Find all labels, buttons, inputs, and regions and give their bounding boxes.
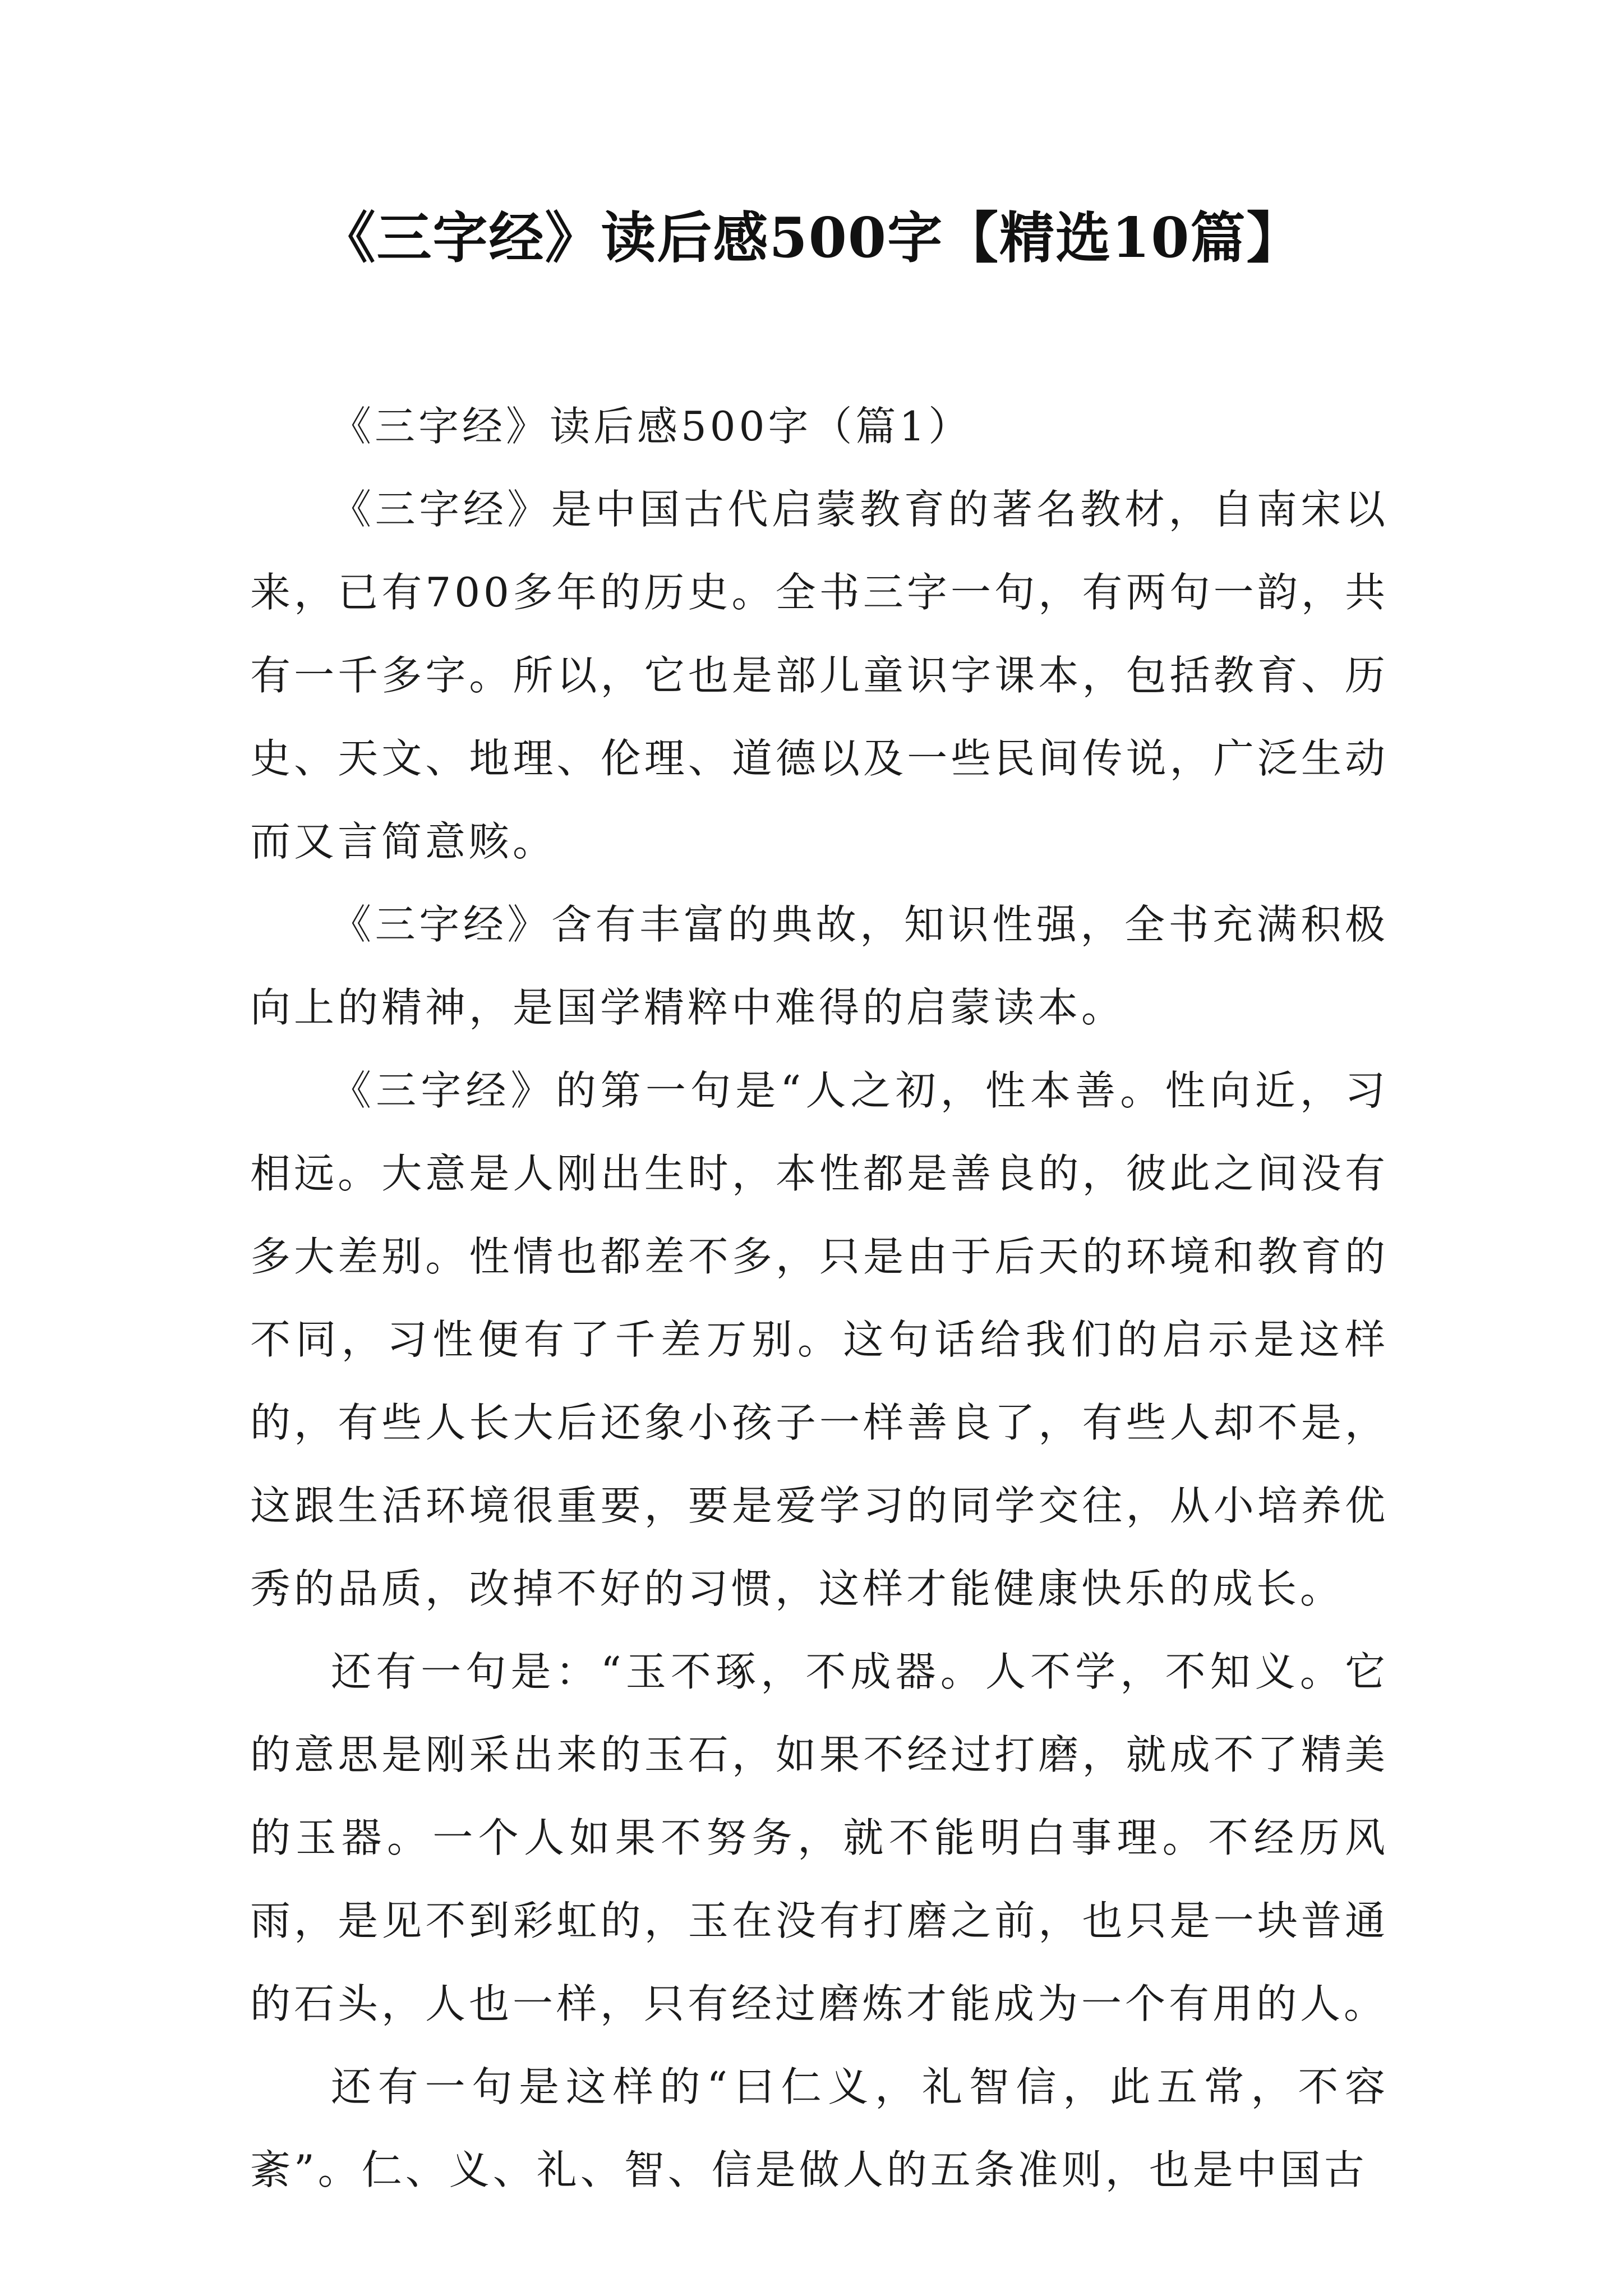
paragraph: 还有一句是这样的“曰仁义，礼智信，此五常，不容紊”。仁、义、礼、智、信是做人的五条准则，也是中国古 xyxy=(250,2063,1389,2193)
paragraph: 《三字经》含有丰富的典故，知识性强，全书充满积极向上的精神，是国学精粹中难得的启蒙读本。 xyxy=(250,901,1389,1031)
paragraph: 还有一句是：“玉不琢，不成器。人不学，不知义。它的意思是刚采出来的玉石，如果不经过打磨，就成不了精美的玉器。一个人如果不努务，就不能明白事理。不经历风雨，是见不到彩虹的，玉在没有打磨之前，也只是一块普通的石头，人也一样，只有经过磨炼才能成为一个有用的人。 xyxy=(250,1648,1389,2027)
section-heading: 《三字经》读后感500字（篇1） xyxy=(331,403,972,450)
paragraph: 《三字经》是中国古代启蒙教育的著名教材，自南宋以来，已有700多年的历史。全书三字一句，有两句一韵，共有一千多字。所以，它也是部儿童识字课本，包括教育、历史、天文、地理、伦理、道德以及一些民间传说，广泛生动而又言简意赅。 xyxy=(250,486,1389,865)
document-title: 《三字经》读后感500字【精选10篇】 xyxy=(320,206,1303,270)
document-body xyxy=(250,385,1389,2211)
paragraph: 《三字经》的第一句是“人之初，性本善。性向近，习相远。大意是人刚出生时，本性都是善良的，彼此之间没有多大差别。性情也都差不多，只是由于后天的环境和教育的不同，习性便有了千差万别。这句话给我们的启示是这样的，有些人长大后还象小孩子一样善良了，有些人却不是，这跟生活环境很重要，要是爱学习的同学交往，从小培养优秀的品质，改掉不好的习惯，这样才能健康快乐的成长。 xyxy=(250,1067,1389,1612)
